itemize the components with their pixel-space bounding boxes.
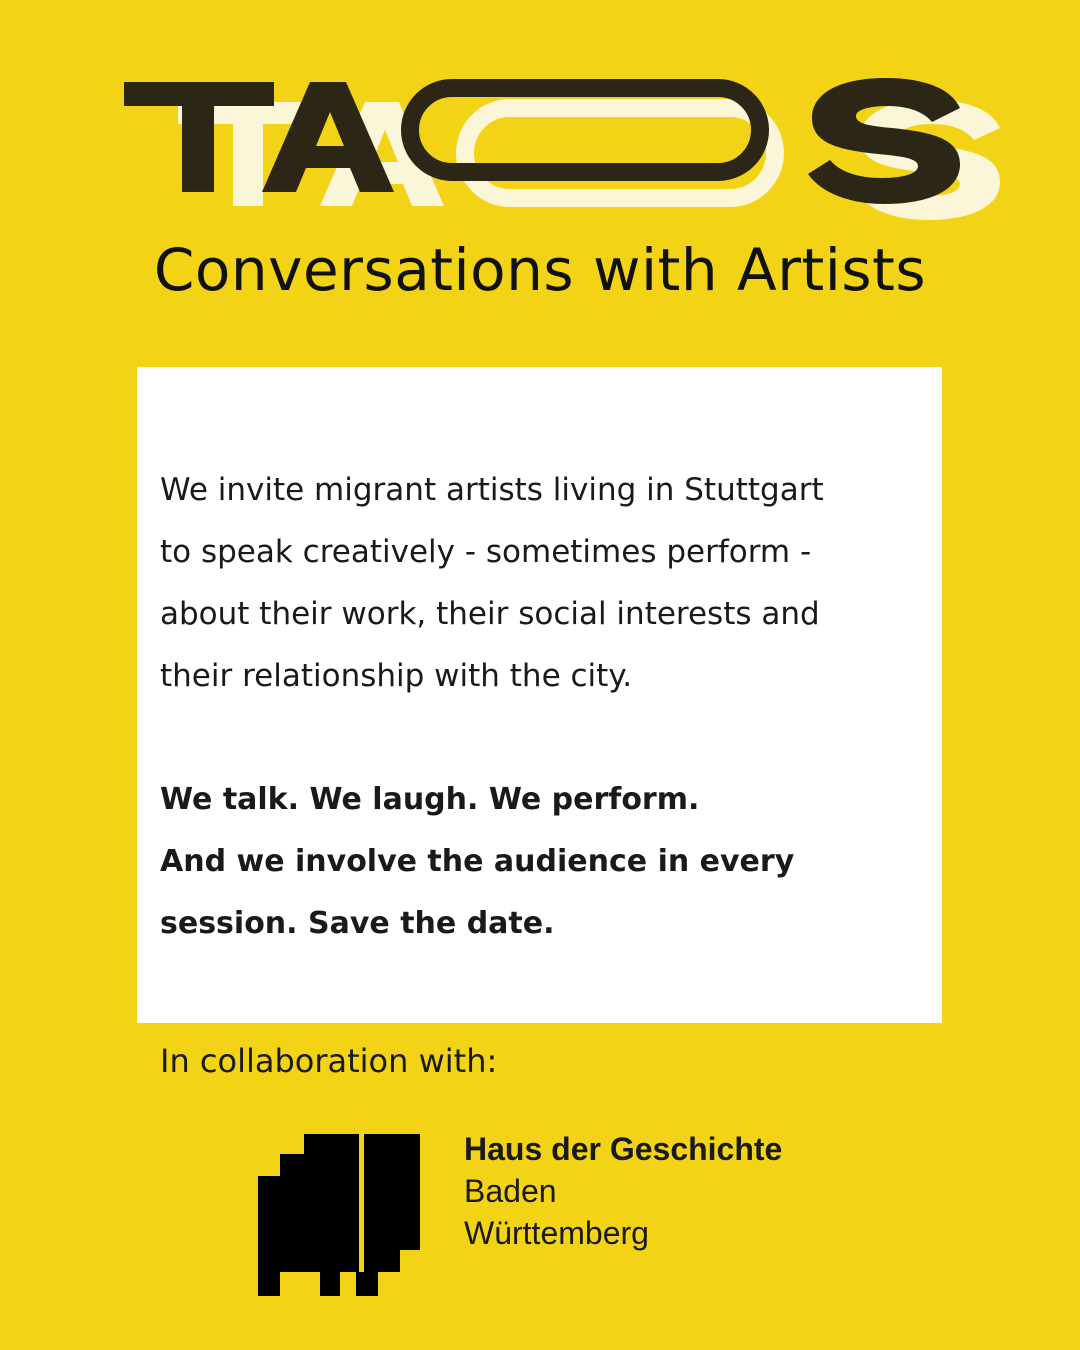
tagline-line: And we involve the audience in every [160, 844, 795, 879]
taos-logo-graphic [120, 62, 1010, 222]
intro-line: We invite migrant artists living in Stuttgart [160, 472, 824, 508]
page-subtitle: Conversations with Artists [153, 236, 927, 304]
intro-paragraph [160, 459, 920, 707]
partner-name-line2: Baden [464, 1173, 557, 1209]
hdg-logo-icon [258, 1134, 420, 1296]
taos-logo [120, 62, 1010, 222]
tagline-paragraph [160, 769, 920, 955]
partner-name-line3: Württemberg [464, 1215, 649, 1251]
intro-line: their relationship with the city. [160, 658, 633, 694]
tagline-line: We talk. We laugh. We perform. [160, 782, 700, 817]
partner-name [464, 1128, 782, 1254]
partner-name-line1: Haus der Geschichte [464, 1131, 783, 1167]
intro-line: about their work, their social interests and [160, 596, 820, 632]
tagline-line: session. Save the date. [160, 906, 555, 941]
hdg-logo-graphic [258, 1134, 420, 1296]
collaboration-label: In collaboration with: [160, 1042, 498, 1080]
intro-line: to speak creatively - sometimes perform - [160, 534, 812, 570]
description-card [137, 367, 942, 1023]
